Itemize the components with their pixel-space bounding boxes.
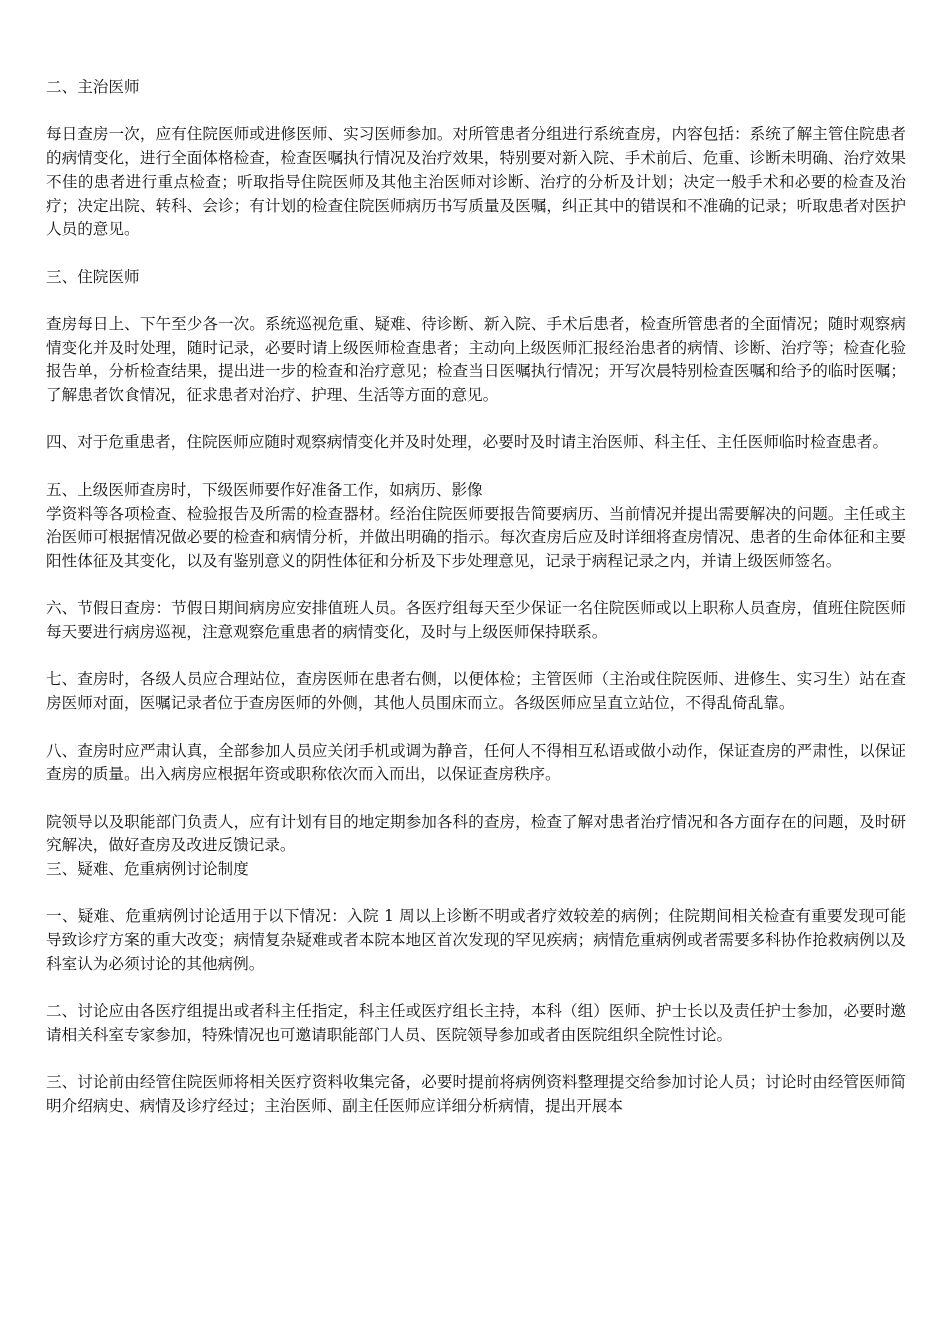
paragraph-body: 学资料等各项检查、检验报告及所需的检查器材。经治住院医师要报告简要病历、当前情况并提出需要解决的问题。主任或主治医师可根据情况做必要的检查和病情分析，并做出明确的指示。每次查房后应及时详细将查房情况、患者的生命体征和主要阳性体征及其变化，以及有鉴别意义的阴性体征和分析及下步处理意见，记录于病程记录之内，并请上级医师签名。 — [46, 504, 906, 570]
paragraph: 查房每日上、下午至少各一次。系统巡视危重、疑难、待诊断、新入院、手术后患者，检查所管患者的全面情况；随时观察病情变化并及时处理，随时记录，必要时请上级医师检查患者；主动向上级医师汇报经治患者的病情、诊断、治疗等；检查化验报告单，分析检查结果，提出进一步的检查和治疗意见；检查当日医嘱执行情况；开写次晨特别检查医嘱和给予的临时医嘱；了解患者饮食情况，征求患者对治疗、护理、生活等方面的意见。 — [46, 314, 906, 405]
section-heading: 三、疑难、危重病例讨论制度 — [46, 860, 249, 879]
paragraph: 二、讨论应由各医疗组提出或者科主任指定，科主任或医疗组长主持，本科（组）医师、护士长以及责任护士参加，必要时邀请相关科室专家参加，特殊情况也可邀请职能部门人员、医院领导参加或者由医院组织全院性讨论。 — [46, 1002, 906, 1044]
paragraph: 院领导以及职能部门负责人，应有计划有目的地定期参加各科的查房，检查了解对患者治疗情况和各方面存在的问题，及时研究解决，做好查房及改进反馈记录。 — [46, 812, 906, 855]
section-heading: 三、住院医师 — [46, 267, 140, 286]
section-heading: 二、主治医师 — [46, 78, 140, 96]
document-page — [46, 76, 906, 1119]
paragraph: 八、查房时应严肃认真，全部参加人员应关闭手机或调为静音，任何人不得相互私语或做小动作，保证查房的严肃性，以保证查房的质量。出入病房应根据年资或职称依次而入而出，以保证查房秩序。 — [46, 741, 906, 784]
paragraph: 四、对于危重患者，住院医师应随时观察病情变化并及时处理，必要时及时请主治医师、科主任、主任医师临时检查患者。 — [46, 433, 889, 452]
paragraph — [46, 479, 906, 574]
paragraph-first-line: 五、上级医师查房时，下级医师要作好准备工作，如病历、影像 — [46, 480, 483, 499]
paragraph: 一、疑难、危重病例讨论适用于以下情况：入院 1 周以上诊断不明或者疗效较差的病例；住院期间相关检查有重要发现可能导致诊疗方案的重大改变；病情复杂疑难或者本院本地区首次发现的罕见疾病；病情危重病例或者需要多科协作抢救病例以及科室认为必须讨论的其他病例。 — [46, 907, 906, 973]
paragraph: 三、讨论前由经管住院医师将相关医疗资料收集完备，必要时提前将病例资料整理提交给参加讨论人员；讨论时由经管医师简明介绍病史、病情及诊疗经过；主治医师、副主任医师应详细分析病情，提出开展本 — [46, 1073, 906, 1116]
paragraph: 每日查房一次，应有住院医师或进修医师、实习医师参加。对所管患者分组进行系统查房，内容包括：系统了解主管住院患者的病情变化，进行全面体格检查，检查医嘱执行情况及治疗效果，特别要对新入院、手术前后、危重、诊断未明确、治疗效果不佳的患者进行重点检查；听取指导住院医师及其他主治医师对诊断、治疗的分析及计划；决定一般手术和必要的检查及治疗；决定出院、转科、会诊；有计划的检查住院医师病历书写质量及医嘱，纠正其中的错误和不准确的记录；听取患者对医护人员的意见。 — [46, 125, 906, 239]
paragraph: 七、查房时，各级人员应合理站位，查房医师在患者右侧，以便体检；主管医师（主治或住院医师、进修生、实习生）站在查房医师对面，医嘱记录者位于查房医师的外侧，其他人员围床而立。各级医师应呈直立站位，不得乱倚乱靠。 — [46, 670, 906, 713]
paragraph: 六、节假日查房：节假日期间病房应安排值班人员。各医疗组每天至少保证一名住院医师或以上职称人员查房，值班住院医师每天要进行病房巡视，注意观察危重患者的病情变化，及时与上级医师保持联系。 — [46, 599, 906, 642]
